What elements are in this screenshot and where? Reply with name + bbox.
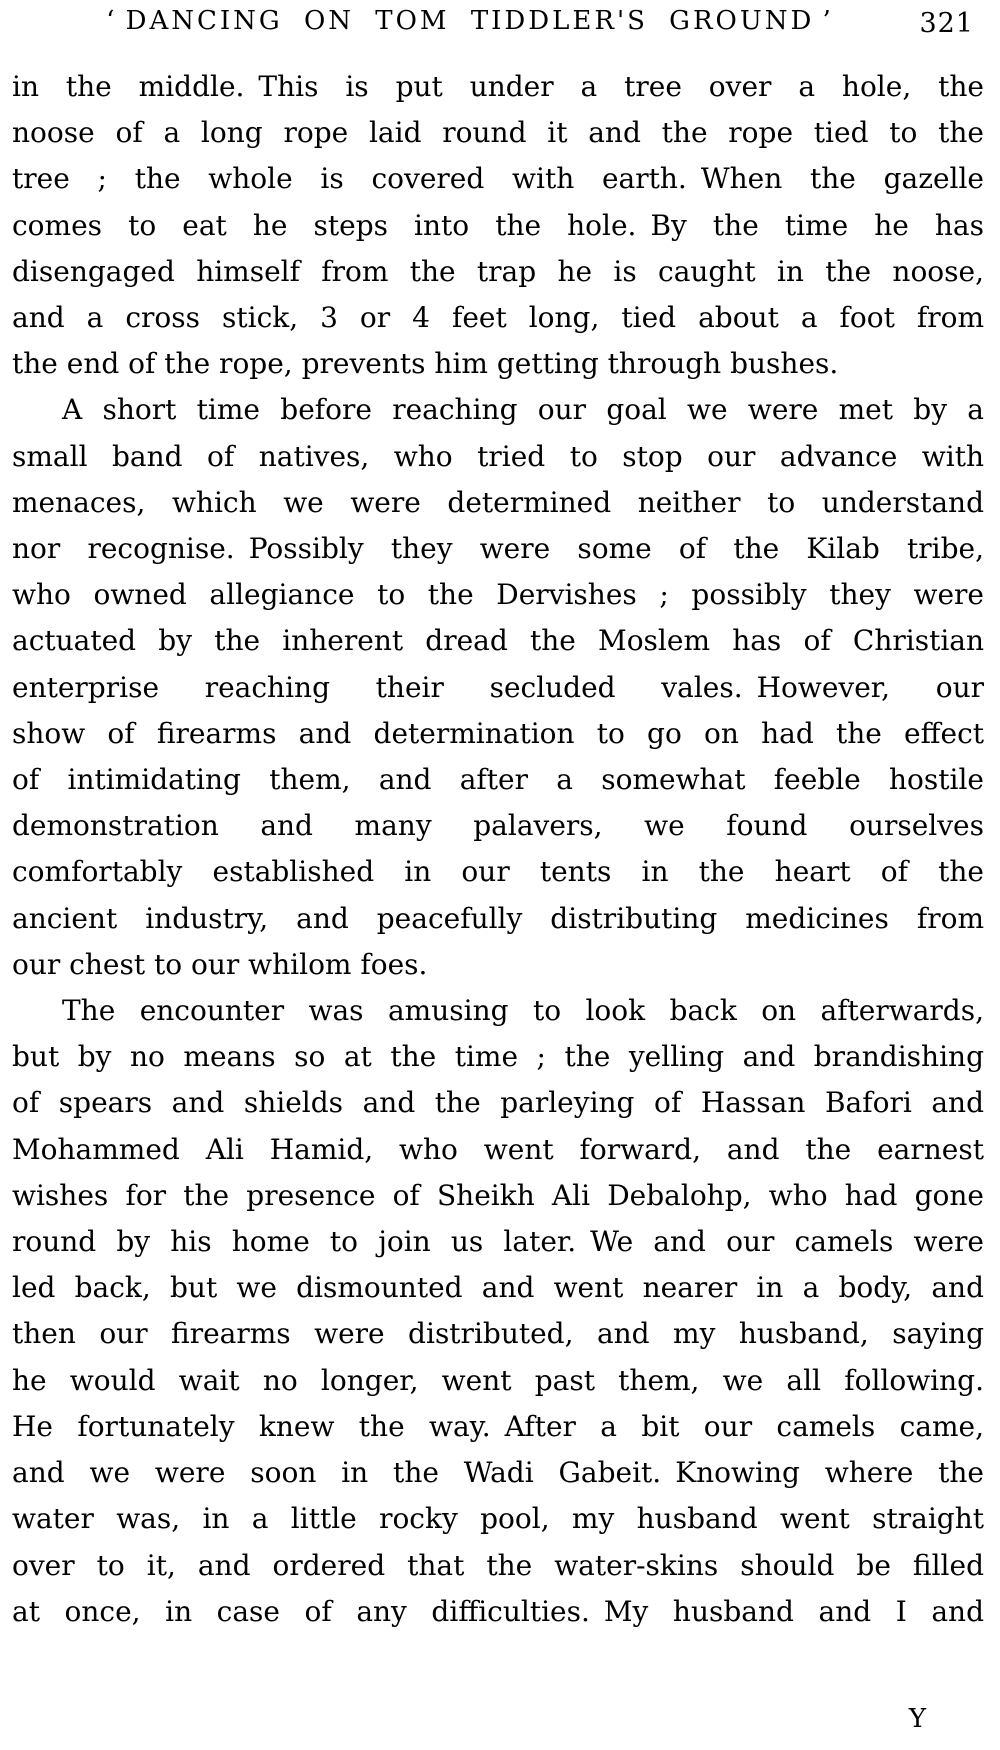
text-line: wishes for the presence of Sheikh Ali Debalohp, who had gone [12, 1178, 984, 1212]
text-line: who owned allegiance to the Dervishes ; possibly they were [12, 578, 984, 612]
text-line: nor recognise. Possibly they were some of the Kilab tribe, [12, 532, 984, 566]
text-line: enterprise reaching their secluded vales. However, our [12, 670, 984, 704]
text-line: then our firearms were distributed, and my husband, saying [12, 1317, 984, 1351]
text-line: noose of a long rope laid round it and the rope tied to the [12, 116, 984, 150]
text-line: show of firearms and determination to go on had the effect [12, 716, 984, 750]
printer-signature-mark: Y [908, 1704, 926, 1734]
text-line: comes to eat he steps into the hole. By the time he has [12, 208, 984, 242]
text-line: menaces, which we were determined neither to understand [12, 485, 984, 519]
text-line: demonstration and many palavers, we found ourselves [12, 809, 984, 843]
text-line: and a cross stick, 3 or 4 feet long, tied about a foot from [12, 301, 984, 335]
text-line: and we were soon in the Wadi Gabeit. Knowing where the [12, 1456, 984, 1490]
text-line: ancient industry, and peacefully distributing medicines from [12, 901, 984, 935]
text-line: the end of the rope, prevents him getting through bushes. [12, 347, 839, 381]
text-line: over to it, and ordered that the water-skins should be filled [12, 1548, 984, 1582]
page-body [12, 64, 984, 1635]
text-line: tree ; the whole is covered with earth. When the gazelle [12, 162, 984, 196]
text-line: Mohammed Ali Hamid, who went forward, and the earnest [12, 1132, 984, 1166]
running-head [0, 6, 1000, 50]
text-line: in the middle. This is put under a tree over a hole, the [12, 70, 984, 103]
text-line: he would wait no longer, went past them, we all following. [12, 1363, 984, 1397]
text-line: comfortably established in our tents in the heart of the [12, 855, 984, 889]
chapter-title: ‘ DANCING ON TOM TIDDLER'S GROUND ’ [106, 6, 834, 36]
text-line: but by no means so at the time ; the yelling and brandishing [12, 1040, 984, 1074]
page-number: 321 [919, 8, 974, 39]
text-line: actuated by the inherent dread the Moslem has of Christian [12, 624, 984, 658]
text-line: A short time before reaching our goal we were met by a [62, 393, 984, 427]
text-line: He fortunately knew the way. After a bit our camels came, [12, 1409, 984, 1443]
text-line: The encounter was amusing to look back on afterwards, [62, 994, 984, 1028]
text-line: small band of natives, who tried to stop our advance with [12, 439, 984, 473]
text-line: water was, in a little rocky pool, my husband went straight [12, 1502, 984, 1536]
text-line: of intimidating them, and after a somewhat feeble hostile [12, 763, 984, 797]
text-line: disengaged himself from the trap he is caught in the noose, [12, 254, 984, 288]
text-line: round by his home to join us later. We and our camels were [12, 1225, 984, 1259]
text-line: of spears and shields and the parleying of Hassan Bafori and [12, 1086, 984, 1120]
text-line: our chest to our whilom foes. [12, 947, 428, 981]
text-line: at once, in case of any difficulties. My husband and I and [12, 1594, 984, 1628]
text-line: led back, but we dismounted and went nearer in a body, and [12, 1271, 984, 1305]
